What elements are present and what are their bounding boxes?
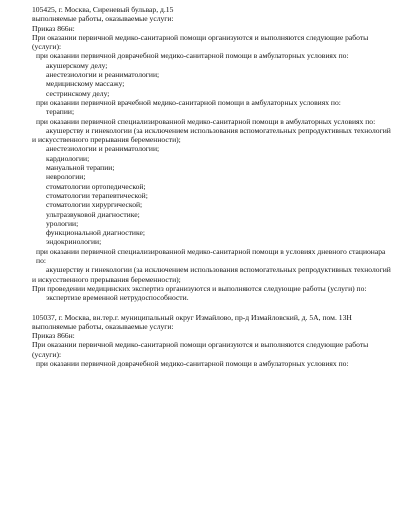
day-item: акушерству и гинекологии (за исключением использования вспомогательных репродуктивных технологий и искусственного прерывания беременности); bbox=[32, 265, 391, 284]
order-2: Приказ 866н: bbox=[32, 331, 75, 341]
spec-header-1: при оказании первичной специализированной медико-санитарной помощи в амбулаторных условиях по: bbox=[36, 116, 376, 126]
prevrach-item: медицинскому массажу; bbox=[46, 79, 125, 89]
vrach-item: терапии; bbox=[46, 107, 75, 117]
expertise-intro-1: При проведении медицинских экспертиз организуются и выполняются следующие работы (услуги) по: bbox=[32, 283, 367, 293]
works-header-2: выполняемые работы, оказываемые услуги: bbox=[32, 321, 174, 331]
day-header-1: при оказании первичной специализированной медико-санитарной помощи в условиях дневного стационара по: bbox=[36, 246, 386, 266]
spec-item: урологии; bbox=[46, 218, 79, 228]
address-2: 105037, г. Москва, вн.тер.г. муниципальный округ Измайлово, пр-д Измайловский, д. 5А, пом. 13Н bbox=[32, 312, 352, 322]
vrach-header-1: при оказании первичной врачебной медико-санитарной помощи в амбулаторных условиях по: bbox=[36, 97, 341, 107]
spec-item: стоматологии ортопедической; bbox=[46, 181, 146, 191]
works-header-1: выполняемые работы, оказываемые услуги: bbox=[32, 14, 174, 24]
spec-item: ультразвуковой диагностике; bbox=[46, 209, 140, 219]
spec-item: эндокринологии; bbox=[46, 237, 102, 247]
spec-item: акушерству и гинекологии (за исключением использования вспомогательных репродуктивных технологий и искусственного прерывания беременности); bbox=[32, 125, 391, 145]
spec-item: стоматологии хирургической; bbox=[46, 200, 143, 210]
prevrach-item: акушерскому делу; bbox=[46, 60, 108, 70]
spec-item: кардиологии; bbox=[46, 153, 90, 163]
spec-item: мануальной терапии; bbox=[46, 163, 115, 173]
prevrach-header-1: при оказании первичной доврачебной медико-санитарной помощи в амбулаторных условиях по: bbox=[36, 51, 349, 61]
spec-item: анестезиологии и реаниматологии; bbox=[46, 144, 160, 154]
expertise-item: экспертизе временной нетрудоспособности. bbox=[46, 293, 189, 303]
primary-intro-2: При оказании первичной медико-санитарной помощи организуются и выполняются следующие работы (услуги): bbox=[32, 340, 369, 359]
primary-intro-1: При оказании первичной медико-санитарной помощи организуются и выполняются следующие работы (услуги): bbox=[32, 32, 369, 52]
prevrach-item: сестринскому делу; bbox=[46, 88, 110, 98]
order-1: Приказ 866н: bbox=[32, 23, 75, 33]
prevrach-header-2: при оказании первичной доврачебной медико-санитарной помощи в амбулаторных условиях по: bbox=[36, 358, 349, 368]
address-1: 105425, г. Москва, Сиреневый бульвар, д.15 bbox=[32, 5, 174, 14]
spec-item: неврологии; bbox=[46, 172, 86, 182]
spec-item: функциональной диагностике; bbox=[46, 228, 145, 238]
prevrach-item: анестезиологии и реаниматологии; bbox=[46, 70, 160, 80]
spec-item: стоматологии терапевтической; bbox=[46, 190, 148, 200]
